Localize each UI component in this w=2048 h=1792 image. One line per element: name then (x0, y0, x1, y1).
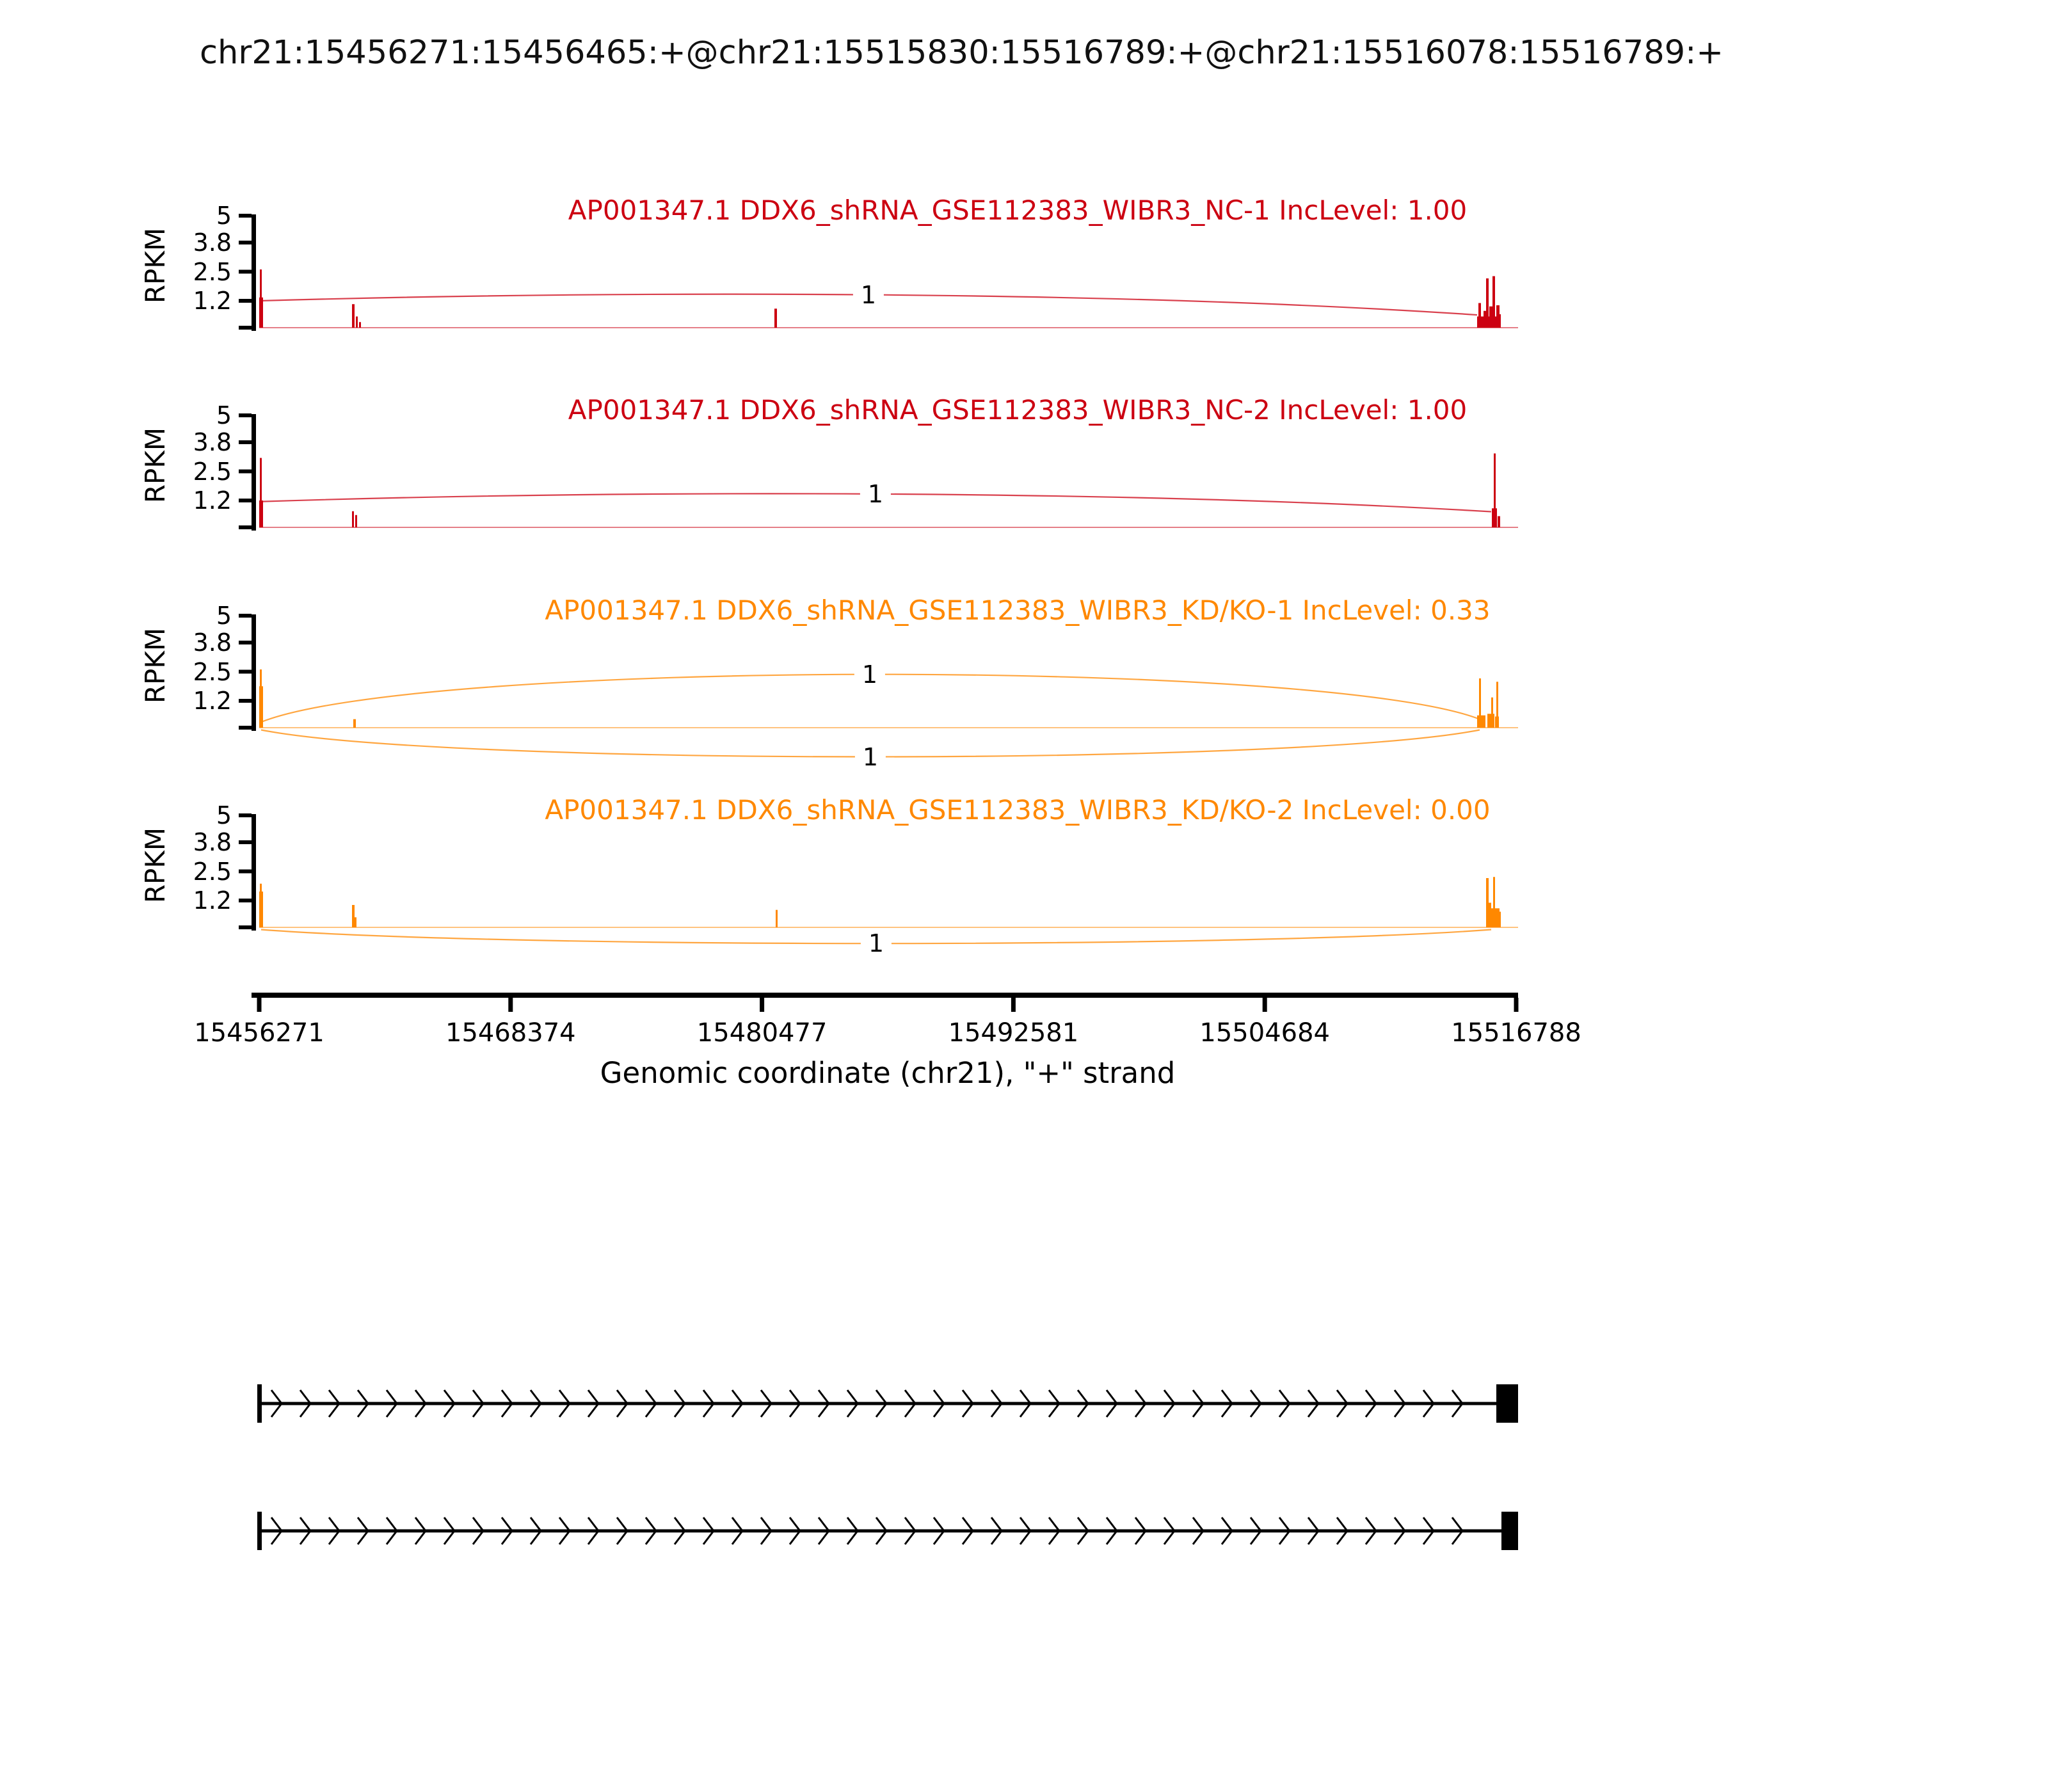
y-tick-label: 3.8 (193, 828, 232, 856)
y-tick-label: 1.2 (193, 486, 232, 515)
track-title: AP001347.1 DDX6_shRNA_GSE112383_WIBR3_KD/KO-2 IncLevel: 0.00 (545, 794, 1491, 826)
x-tick-label: 15480477 (696, 1018, 828, 1048)
y-tick-label: 2.5 (193, 457, 232, 486)
y-tick-label: 1.2 (193, 886, 232, 915)
y-tick-label: 5 (216, 202, 232, 230)
x-tick-label: 15516788 (1451, 1018, 1581, 1048)
y-tick-label: 2.5 (193, 257, 232, 286)
y-tick-label: 2.5 (193, 657, 232, 686)
y-axis-title: RPKM (140, 427, 171, 504)
y-tick-label: 1.2 (193, 287, 232, 315)
y-tick-label: 2.5 (193, 857, 232, 886)
junction-count-label: 1 (853, 282, 884, 308)
track-title: AP001347.1 DDX6_shRNA_GSE112383_WIBR3_NC-1 IncLevel: 1.00 (568, 195, 1468, 226)
y-axis-title: RPKM (140, 827, 171, 904)
x-tick-label: 15492581 (948, 1018, 1079, 1048)
track-title: AP001347.1 DDX6_shRNA_GSE112383_WIBR3_KD/KO-1 IncLevel: 0.33 (545, 595, 1491, 626)
x-tick-label: 15456271 (194, 1018, 324, 1048)
y-tick-label: 3.8 (193, 228, 232, 257)
junction-count-label: 1 (855, 744, 886, 771)
y-tick-label: 5 (216, 801, 232, 829)
y-axis-title: RPKM (140, 227, 171, 304)
x-tick-label: 15468374 (445, 1018, 576, 1048)
x-axis-label: Genomic coordinate (chr21), "+" strand (600, 1056, 1176, 1090)
junction-count-label: 1 (854, 661, 885, 688)
track-title: AP001347.1 DDX6_shRNA_GSE112383_WIBR3_NC-2 IncLevel: 1.00 (568, 394, 1468, 426)
x-tick-label: 15504684 (1199, 1018, 1330, 1048)
y-tick-label: 3.8 (193, 628, 232, 657)
y-tick-label: 5 (216, 602, 232, 630)
figure-title: chr21:15456271:15456465:+@chr21:15515830:15516789:+@chr21:15516078:15516789:+ (200, 34, 1724, 72)
y-tick-label: 3.8 (193, 428, 232, 456)
junction-count-label: 1 (860, 481, 891, 508)
y-tick-label: 1.2 (193, 687, 232, 715)
y-tick-label: 5 (216, 401, 232, 429)
y-axis-title: RPKM (140, 627, 171, 704)
junction-count-label: 1 (861, 930, 892, 957)
